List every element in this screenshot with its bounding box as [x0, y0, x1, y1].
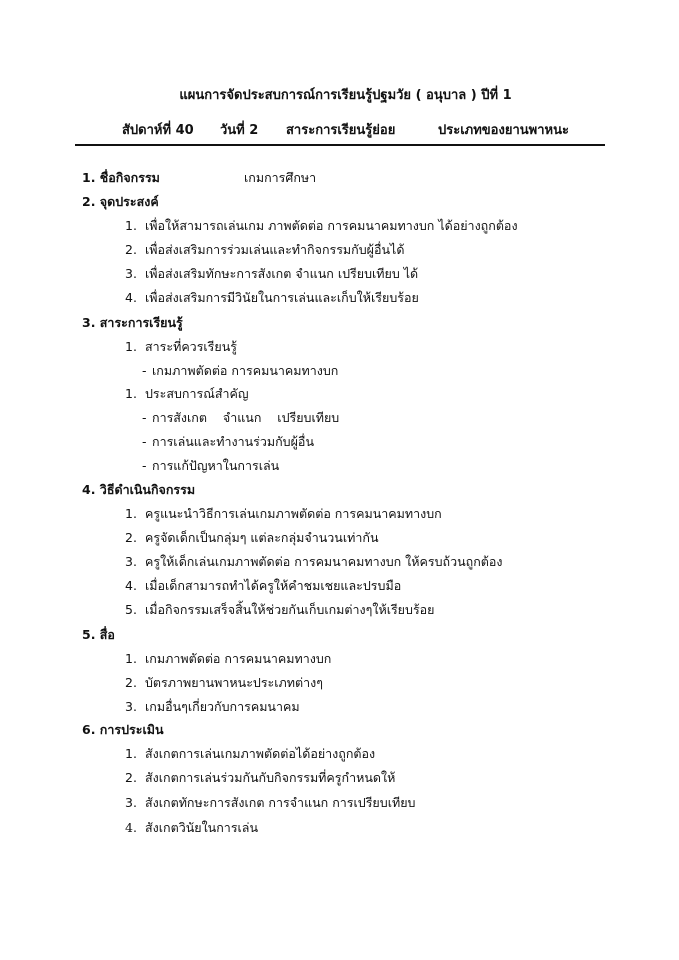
item-text: สังเกตทักษะการสังเกต การจำแนก การเปรียบเทียบ: [145, 795, 416, 810]
procedure-item: [125, 600, 435, 620]
item-number: 1.: [125, 218, 137, 233]
item-text: ครูแนะนำวิธีการเล่นเกมภาพตัดต่อ การคมนาคมทางบก: [145, 506, 442, 521]
topic-label: สาระการเรียนรู้ย่อย: [286, 123, 396, 138]
item-number: 3.: [125, 795, 137, 810]
objective-item: [125, 288, 419, 308]
header-divider: [75, 144, 605, 146]
bullet-dash: -: [142, 410, 147, 425]
section-label: 1. ชื่อกิจกรรม: [82, 170, 160, 185]
item-number: 3.: [125, 554, 137, 569]
item-text: ประสบการณ์สำคัญ: [145, 386, 249, 401]
item-number: 1.: [125, 506, 137, 521]
week-number: สัปดาห์ที่ 40: [122, 123, 194, 138]
item-number: 2.: [125, 770, 137, 785]
item-text: เพื่อส่งเสริมทักษะการสังเกต จำแนก เปรียบเทียบ ได้: [145, 266, 419, 281]
item-number: 2.: [125, 242, 137, 257]
item-number: 2.: [125, 530, 137, 545]
bullet-text: เกมภาพตัดต่อ การคมนาคมทางบก: [152, 363, 339, 378]
evaluation-item: [125, 768, 395, 788]
section-objectives: 2. จุดประสงค์: [82, 194, 159, 209]
content-bullet: [142, 361, 338, 381]
material-item: [125, 673, 323, 693]
content-subheading: [125, 337, 237, 357]
topic-value: ประเภทของยานพาหนะ: [438, 123, 569, 138]
bullet-text: การแก้ปัญหาในการเล่น: [152, 458, 280, 473]
item-text: ครูจัดเด็กเป็นกลุ่มๆ แต่ละกลุ่มจำนวนเท่ากัน: [145, 530, 379, 545]
evaluation-item: [125, 744, 375, 764]
item-number: 4.: [125, 578, 137, 593]
item-number: 2.: [125, 675, 137, 690]
section-materials: 5. สื่อ: [82, 627, 115, 642]
item-text: เพื่อส่งเสริมการมีวินัยในการเล่นและเก็บให้เรียบร้อย: [145, 290, 419, 305]
content-bullet: [142, 408, 339, 428]
item-number: 5.: [125, 602, 137, 617]
section-procedure: 4. วิธีดำเนินกิจกรรม: [82, 482, 196, 497]
item-text: สังเกตการเล่นร่วมกันกับกิจกรรมที่ครูกำหนดให้: [145, 770, 396, 785]
item-text: สาระที่ควรเรียนรู้: [145, 339, 237, 354]
material-item: [125, 697, 300, 717]
item-number: 4.: [125, 290, 137, 305]
section-learning-content: 3. สาระการเรียนรู้: [82, 315, 183, 330]
section-activity-name: [82, 168, 316, 188]
item-number: 3.: [125, 699, 137, 714]
material-item: [125, 649, 331, 669]
item-text: เกมอื่นๆเกี่ยวกับการคมนาคม: [145, 699, 300, 714]
item-text: ครูให้เด็กเล่นเกมภาพตัดต่อ การคมนาคมทางบก ให้ครบถ้วนถูกต้อง: [145, 554, 503, 569]
item-text: เมื่อกิจกรรมเสร็จสิ้นให้ช่วยกันเก็บเกมต่างๆให้เรียบร้อย: [145, 602, 435, 617]
content-bullet: [142, 432, 314, 452]
item-text: เกมภาพตัดต่อ การคมนาคมทางบก: [145, 651, 332, 666]
bullet-dash: -: [142, 434, 147, 449]
item-text: เพื่อส่งเสริมการร่วมเล่นและทำกิจกรรมกับผู้อื่นได้: [145, 242, 405, 257]
procedure-item: [125, 504, 442, 524]
bullet-dash: -: [142, 458, 147, 473]
section-evaluation: 6. การประเมิน: [82, 722, 164, 737]
objective-item: [125, 240, 404, 260]
item-number: 1.: [125, 651, 137, 666]
item-text: เพื่อให้สามารถเล่นเกม ภาพตัดต่อ การคมนาคมทางบก ได้อย่างถูกต้อง: [145, 218, 518, 233]
bullet-text: การสังเกต จำแนก เปรียบเทียบ: [152, 410, 340, 425]
procedure-item: [125, 552, 503, 572]
item-text: บัตรภาพยานพาหนะประเภทต่างๆ: [145, 675, 323, 690]
item-number: 1.: [125, 386, 137, 401]
bullet-dash: -: [142, 363, 147, 378]
item-number: 4.: [125, 820, 137, 835]
day-number: วันที่ 2: [220, 123, 259, 138]
item-number: 3.: [125, 266, 137, 281]
activity-name-value: เกมการศึกษา: [244, 170, 317, 185]
bullet-text: การเล่นและทำงานร่วมกับผู้อื่น: [152, 434, 314, 449]
item-text: สังเกตการเล่นเกมภาพตัดต่อได้อย่างถูกต้อง: [145, 746, 376, 761]
item-text: สังเกตวินัยในการเล่น: [145, 820, 259, 835]
content-subheading: [125, 384, 249, 404]
item-text: เมื่อเด็กสามารถทำได้ครูให้คำชมเชยและปรบมือ: [145, 578, 402, 593]
evaluation-item: [125, 793, 415, 813]
procedure-item: [125, 576, 401, 596]
item-number: 1.: [125, 746, 137, 761]
procedure-item: [125, 528, 379, 548]
evaluation-item: [125, 818, 258, 838]
item-number: 1.: [125, 339, 137, 354]
content-bullet: [142, 456, 279, 476]
document-title: แผนการจัดประสบการณ์การเรียนรู้ปฐมวัย ( อนุบาล ) ปีที่ 1: [179, 88, 512, 103]
objective-item: [125, 216, 518, 236]
document-subtitle: [122, 119, 642, 140]
objective-item: [125, 264, 418, 284]
